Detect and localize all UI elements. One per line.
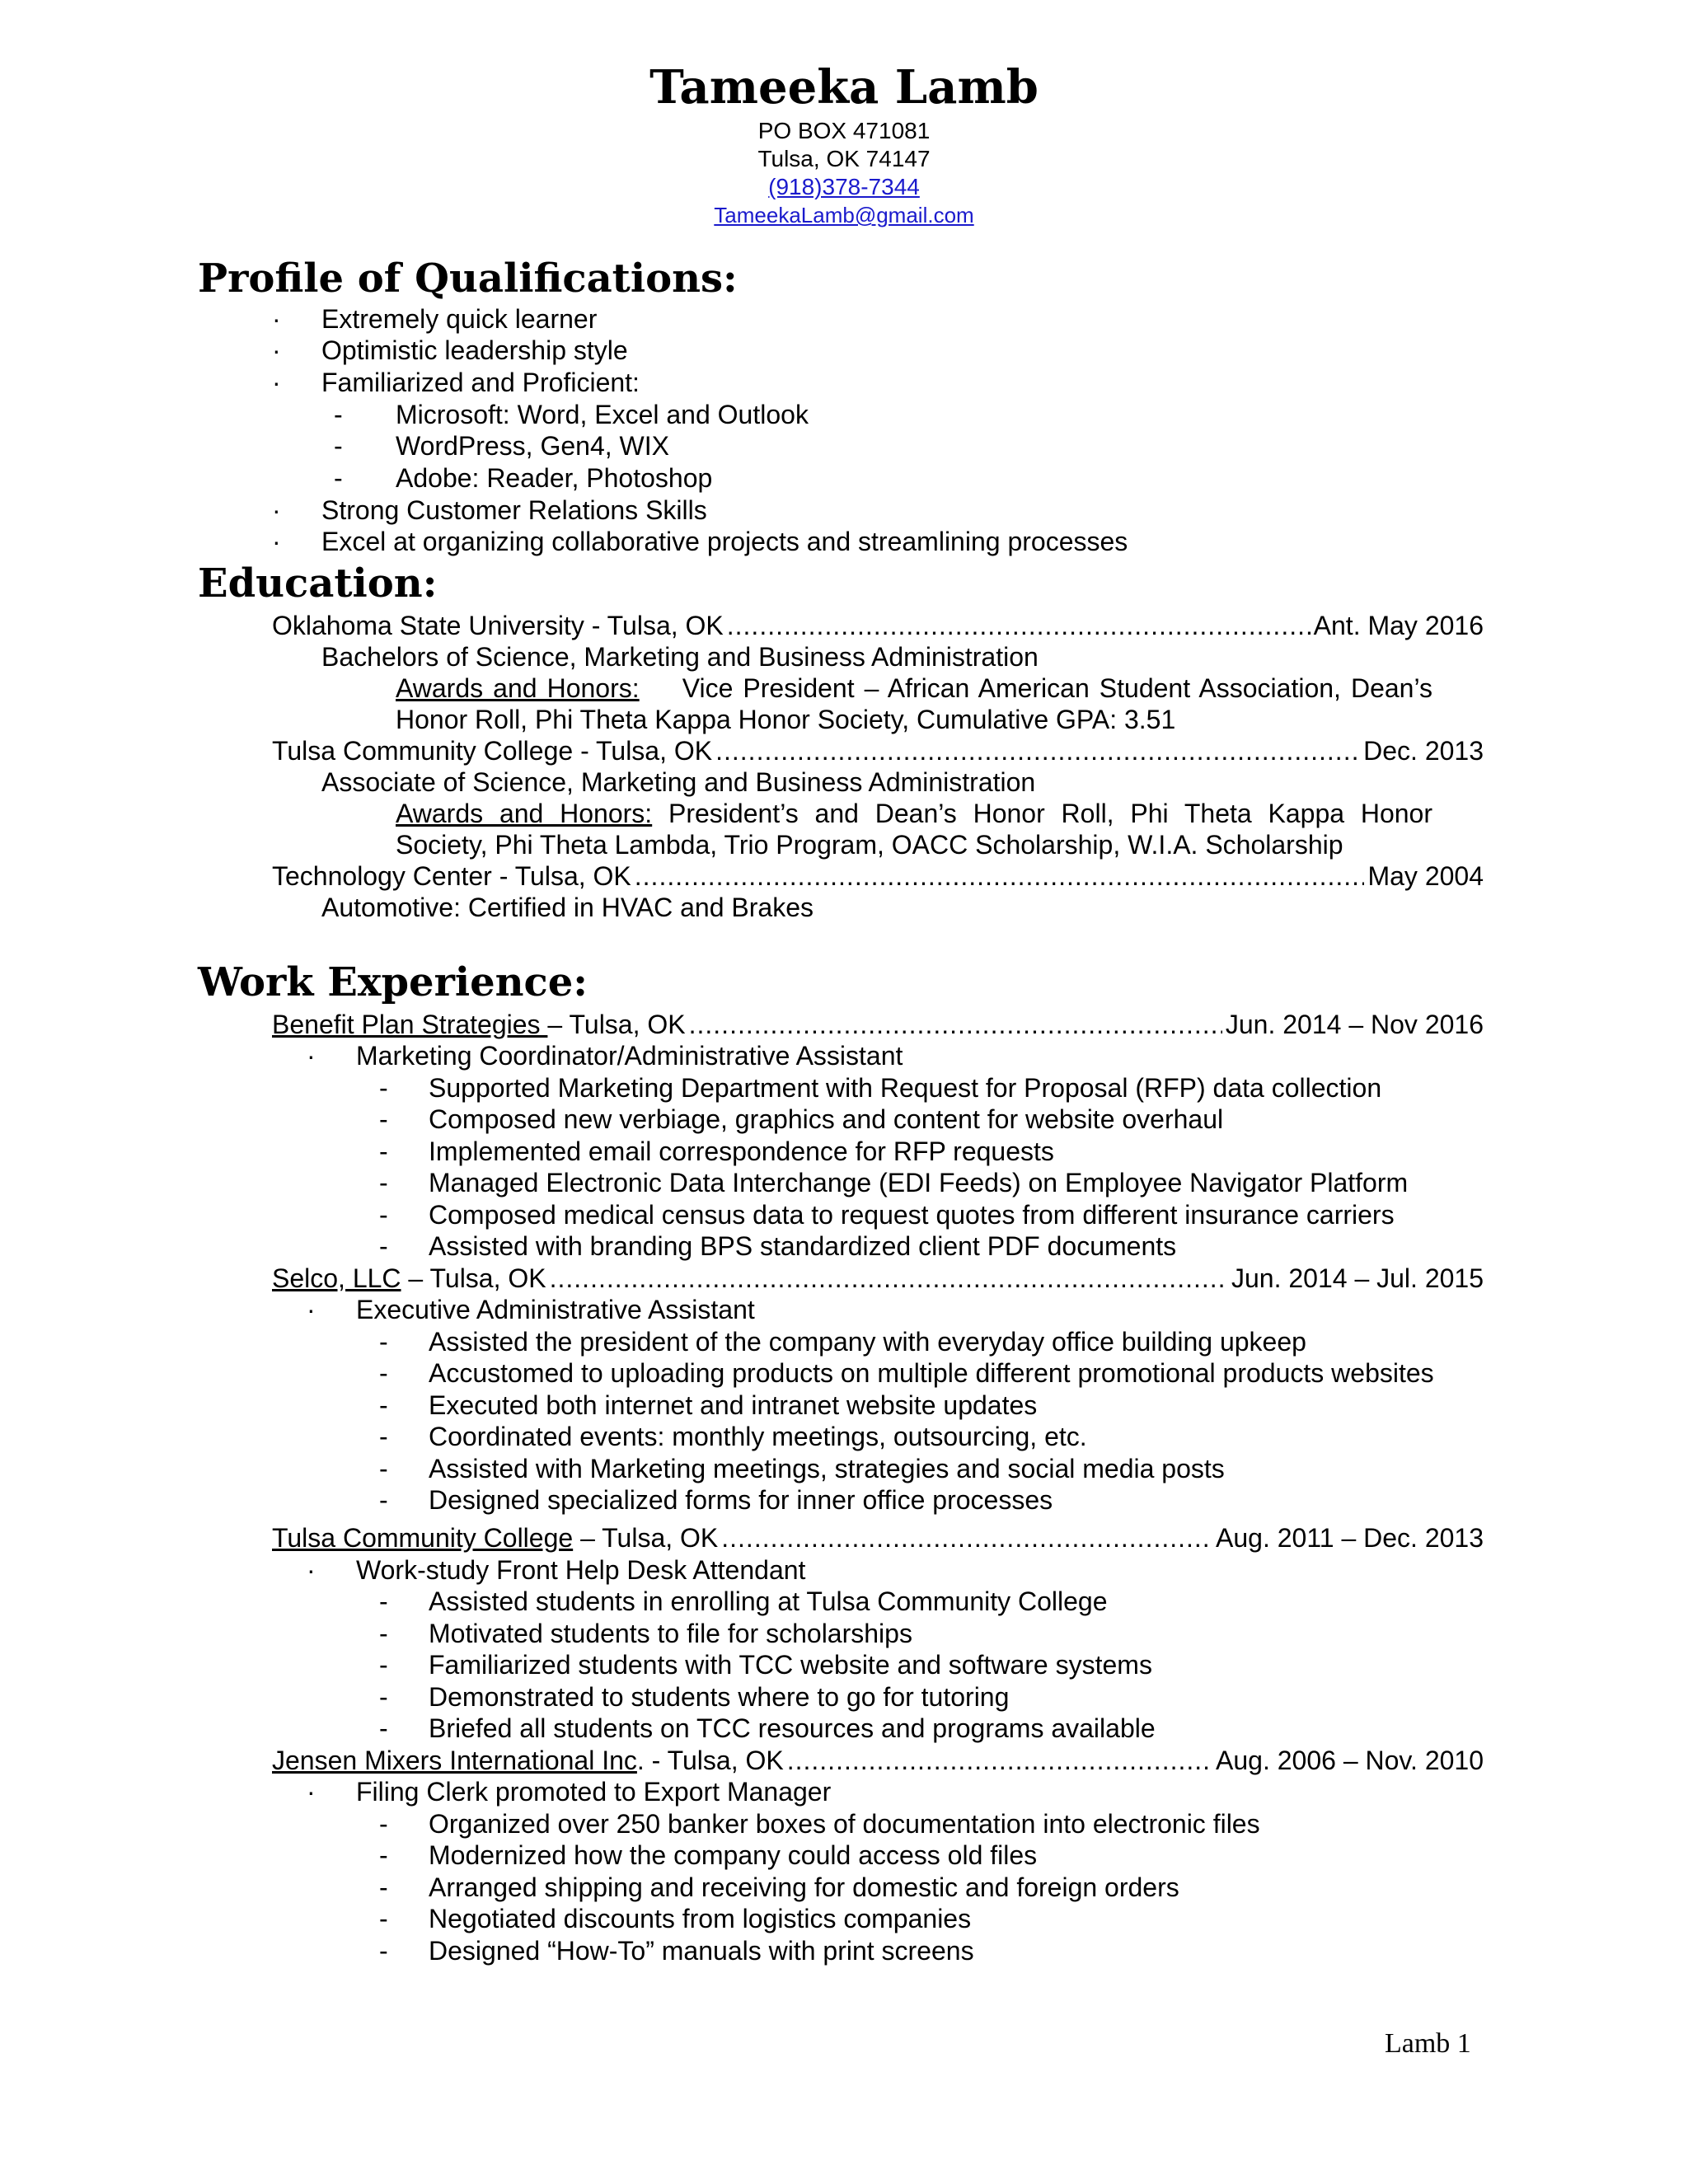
bullet-mark: · — [272, 335, 281, 365]
awards-paragraph — [396, 673, 1432, 735]
profile-item: Optimistic leadership style — [321, 335, 628, 365]
dash-mark: - — [334, 431, 343, 461]
job-location: – Tulsa, OK — [547, 1010, 686, 1039]
awards-text: President’s and Dean’s Honor Roll, Phi Theta Kappa Honor Society, Phi Theta Lambda, Trio Program, OACC Scholarship, W.I.A. Scholarship — [396, 799, 1432, 860]
resume-name: Tameeka Lamb — [649, 60, 1039, 115]
job-title: Executive Administrative Assistant — [356, 1295, 755, 1324]
job-duty: Arranged shipping and receiving for domestic and foreign orders — [429, 1872, 1179, 1902]
job-duty: Assisted with Marketing meetings, strategies and social media posts — [429, 1454, 1225, 1483]
school-name: Technology Center - Tulsa, OK — [272, 861, 631, 891]
dash-mark: - — [334, 400, 343, 429]
job-header — [272, 1745, 1484, 1776]
bullet-mark: · — [272, 495, 281, 525]
job-title: Filing Clerk promoted to Export Manager — [356, 1777, 832, 1807]
dash-mark: - — [379, 1809, 388, 1839]
job-duty: Managed Electronic Data Interchange (EDI Feeds) on Employee Navigator Platform — [429, 1168, 1409, 1197]
bullet-mark: · — [272, 368, 281, 397]
dash-mark: - — [379, 1872, 388, 1902]
job-duty: Familiarized students with TCC website and software systems — [429, 1650, 1152, 1680]
awards-label: Awards and Honors: — [396, 799, 653, 828]
job-duty: Organized over 250 banker boxes of documentation into electronic files — [429, 1809, 1260, 1839]
company-name: Selco, LLC — [272, 1263, 401, 1293]
bullet-mark: · — [307, 1555, 316, 1585]
bullet-mark: · — [307, 1041, 316, 1071]
job-duty: Negotiated discounts from logistics companies — [429, 1904, 972, 1933]
dash-mark: - — [379, 1485, 388, 1515]
education-entry-header — [272, 860, 1484, 892]
job-duty: Executed both internet and intranet website updates — [429, 1390, 1038, 1420]
dash-mark: - — [379, 1137, 388, 1166]
job-date: Jun. 2014 – Jul. 2015 — [1231, 1263, 1484, 1293]
dash-mark: - — [379, 1454, 388, 1483]
job-title: Marketing Coordinator/Administrative Assistant — [356, 1041, 903, 1071]
education-entry-header — [272, 735, 1484, 766]
dash-mark: - — [379, 1650, 388, 1680]
awards-label: Awards and Honors: — [396, 673, 640, 703]
dash-mark: - — [379, 1073, 388, 1103]
school-date: Dec. 2013 — [1363, 736, 1484, 766]
job-duty: Implemented email correspondence for RFP requests — [429, 1137, 1054, 1166]
job-location: – Tulsa, OK — [573, 1523, 719, 1553]
job-header — [272, 1263, 1484, 1294]
dash-mark: - — [379, 1168, 388, 1197]
school-date: Ant. May 2016 — [1313, 611, 1484, 640]
address-line-1: PO BOX 471081 — [757, 118, 931, 143]
company-name: Jensen Mixers International Inc — [272, 1746, 637, 1775]
profile-subitem: WordPress, Gen4, WIX — [396, 431, 669, 461]
dash-mark: - — [379, 1390, 388, 1420]
job-duty: Composed medical census data to request quotes from different insurance carriers — [429, 1200, 1395, 1230]
dash-mark: - — [379, 1231, 388, 1261]
job-duty: Assisted the president of the company with everyday office building upkeep — [429, 1327, 1306, 1357]
job-duty: Motivated students to file for scholarships — [429, 1619, 912, 1648]
profile-item: Excel at organizing collaborative projects and streamlining processes — [321, 527, 1128, 556]
email-link[interactable]: TameekaLamb@gmail.com — [714, 203, 974, 227]
job-date: Aug. 2011 – Dec. 2013 — [1216, 1523, 1484, 1553]
education-heading: Education: — [198, 560, 438, 607]
dash-mark: - — [379, 1586, 388, 1616]
degree: Bachelors of Science, Marketing and Business Administration — [321, 642, 1039, 672]
job-duty: Accustomed to uploading products on multiple different promotional products websites — [429, 1358, 1434, 1388]
dash-mark: - — [379, 1358, 388, 1388]
job-header — [272, 1009, 1484, 1040]
awards-text: Vice President – African American Student Association, Dean’s Honor Roll, Phi Theta Kappa Honor Society, Cumulative GPA: 3.51 — [396, 673, 1433, 734]
dash-mark: - — [379, 1422, 388, 1451]
degree: Associate of Science, Marketing and Business Administration — [321, 767, 1036, 797]
bullet-mark: · — [307, 1777, 316, 1807]
dash-mark: - — [379, 1840, 388, 1870]
profile-subitem: Adobe: Reader, Photoshop — [396, 463, 713, 493]
dash-mark: - — [379, 1200, 388, 1230]
company-name: Tulsa Community College — [272, 1523, 574, 1553]
job-duty: Coordinated events: monthly meetings, outsourcing, etc. — [429, 1422, 1087, 1451]
school-name: Tulsa Community College - Tulsa, OK — [272, 736, 713, 766]
job-duty: Modernized how the company could access old files — [429, 1840, 1038, 1870]
job-title: Work-study Front Help Desk Attendant — [356, 1555, 806, 1585]
job-header — [272, 1522, 1484, 1554]
profile-item: Extremely quick learner — [321, 304, 598, 334]
dash-mark: - — [379, 1104, 388, 1134]
job-duty: Composed new verbiage, graphics and content for website overhaul — [429, 1104, 1224, 1134]
bullet-mark: · — [272, 527, 281, 556]
job-duty: Demonstrated to students where to go for tutoring — [429, 1682, 1010, 1712]
degree: Automotive: Certified in HVAC and Brakes — [321, 893, 814, 922]
job-duty: Designed specialized forms for inner office processes — [429, 1485, 1053, 1515]
job-duty: Supported Marketing Department with Request for Proposal (RFP) data collection — [429, 1073, 1382, 1103]
job-date: Jun. 2014 – Nov 2016 — [1225, 1010, 1484, 1039]
bullet-mark: · — [272, 304, 281, 334]
job-duty: Designed “How-To” manuals with print screens — [429, 1936, 974, 1966]
school-date: May 2004 — [1367, 861, 1484, 891]
awards-paragraph — [396, 798, 1432, 860]
dash-mark: - — [379, 1327, 388, 1357]
dash-mark: - — [379, 1682, 388, 1712]
dash-mark: - — [379, 1904, 388, 1933]
job-location: . - Tulsa, OK — [636, 1746, 784, 1775]
job-duty: Briefed all students on TCC resources and programs available — [429, 1713, 1156, 1743]
profile-item: Strong Customer Relations Skills — [321, 495, 707, 525]
profile-subitem: Microsoft: Word, Excel and Outlook — [396, 400, 809, 429]
job-location: – Tulsa, OK — [401, 1263, 546, 1293]
job-duty: Assisted with branding BPS standardized client PDF documents — [429, 1231, 1177, 1261]
education-entry-header — [272, 610, 1484, 641]
job-date: Aug. 2006 – Nov. 2010 — [1216, 1746, 1484, 1775]
profile-heading: Profile of Qualifications: — [198, 255, 738, 302]
company-name: Benefit Plan Strategies — [272, 1010, 548, 1039]
school-name: Oklahoma State University - Tulsa, OK — [272, 611, 724, 640]
dash-mark: - — [379, 1619, 388, 1648]
dash-mark: - — [379, 1713, 388, 1743]
dash-mark: - — [379, 1936, 388, 1966]
page-footer: Lamb 1 — [1385, 2028, 1471, 2059]
dash-mark: - — [334, 463, 343, 493]
bullet-mark: · — [307, 1295, 316, 1324]
work-heading: Work Experience: — [198, 959, 588, 1005]
phone-link[interactable]: (918)378-7344 — [768, 174, 920, 199]
job-duty: Assisted students in enrolling at Tulsa Community College — [429, 1586, 1108, 1616]
address-line-2: Tulsa, OK 74147 — [757, 146, 931, 171]
profile-item: Familiarized and Proficient: — [321, 368, 640, 397]
